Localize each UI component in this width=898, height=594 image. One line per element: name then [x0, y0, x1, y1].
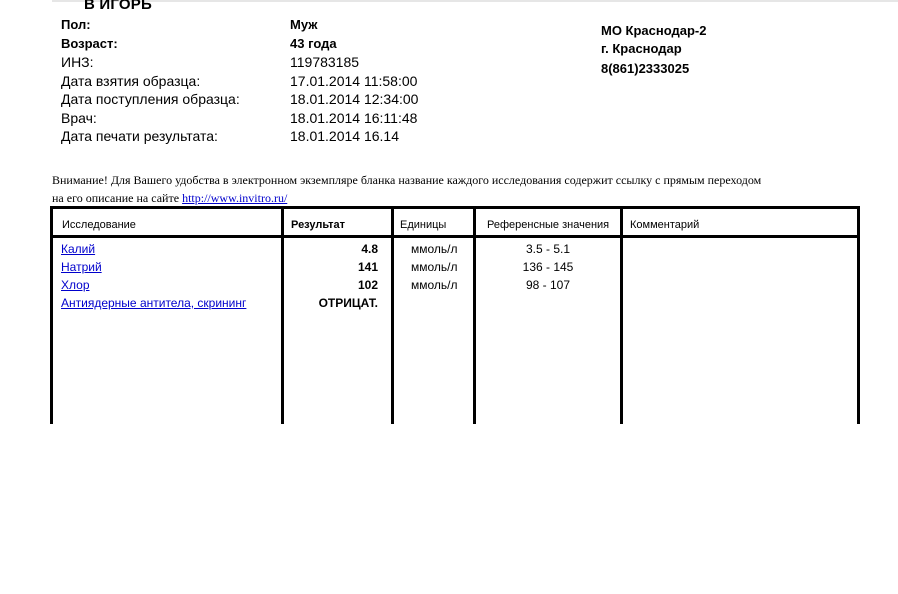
field-value: 119783185 [290, 54, 360, 70]
field-label: Дата взятия образца: [61, 72, 201, 89]
notice-line-1: Внимание! Для Вашего удобства в электронном экземпляре бланка название каждого исследования содержит ссылку с прямым переходом [52, 173, 762, 187]
result-cell: 102 [357, 278, 378, 292]
field-value: Муж [290, 17, 318, 32]
header-result: Результат [291, 219, 346, 231]
test-cell [61, 242, 95, 256]
units-cell: ммоль/л [411, 278, 458, 292]
test-link[interactable]: Натрий [61, 260, 102, 274]
header-divider [53, 235, 857, 238]
test-cell [61, 296, 246, 310]
field-label: Пол: [61, 17, 91, 32]
header-reference: Референсные значения [487, 219, 610, 231]
field-value: 18.01.2014 16:11:48 [290, 109, 418, 126]
test-link[interactable]: Хлор [61, 278, 90, 292]
top-bar [52, 0, 898, 2]
field-label: Возраст: [61, 35, 118, 51]
field-value: 43 года [290, 35, 337, 51]
column-divider [281, 209, 284, 424]
result-cell: 4.8 [361, 242, 378, 256]
notice-line-2 [52, 190, 287, 206]
test-link[interactable]: Калий [61, 242, 96, 256]
results-table [50, 206, 860, 424]
lab-name: МО Краснодар-2 [601, 23, 707, 38]
notice-line-2-text: на его описание на сайте [52, 191, 183, 205]
field-value: 18.01.2014 12:34:00 [290, 91, 419, 107]
column-divider [620, 209, 623, 424]
field-label: Врач: [61, 109, 97, 126]
result-cell: ОТРИЦАТ. [318, 296, 378, 310]
result-cell: 141 [357, 260, 378, 274]
header-test: Исследование [62, 219, 136, 231]
field-label: ИНЗ: [61, 54, 94, 70]
test-cell [61, 278, 90, 292]
field-value: 17.01.2014 11:58:00 [290, 72, 418, 89]
reference-cell: 3.5 - 5.1 [525, 242, 571, 256]
units-cell: ммоль/л [411, 260, 458, 274]
invitro-link[interactable]: http://www.invitro.ru/ [182, 191, 288, 205]
lab-city: г. Краснодар [601, 41, 682, 56]
field-label: Дата печати результата: [61, 128, 218, 144]
reference-cell: 98 - 107 [525, 278, 571, 292]
field-label: Дата поступления образца: [61, 91, 240, 107]
units-cell: ммоль/л [411, 242, 458, 256]
header-units: Единицы [400, 219, 447, 231]
header-comment: Комментарий [630, 219, 700, 231]
field-value: 18.01.2014 16.14 [290, 128, 399, 144]
patient-name: В ИГОРЬ [84, 0, 152, 13]
reference-cell: 136 - 145 [522, 260, 574, 274]
column-divider [391, 209, 394, 424]
test-cell [61, 260, 102, 274]
lab-phone: 8(861)2333025 [601, 61, 690, 76]
test-link[interactable]: Антиядерные антитела, скрининг [61, 296, 247, 310]
